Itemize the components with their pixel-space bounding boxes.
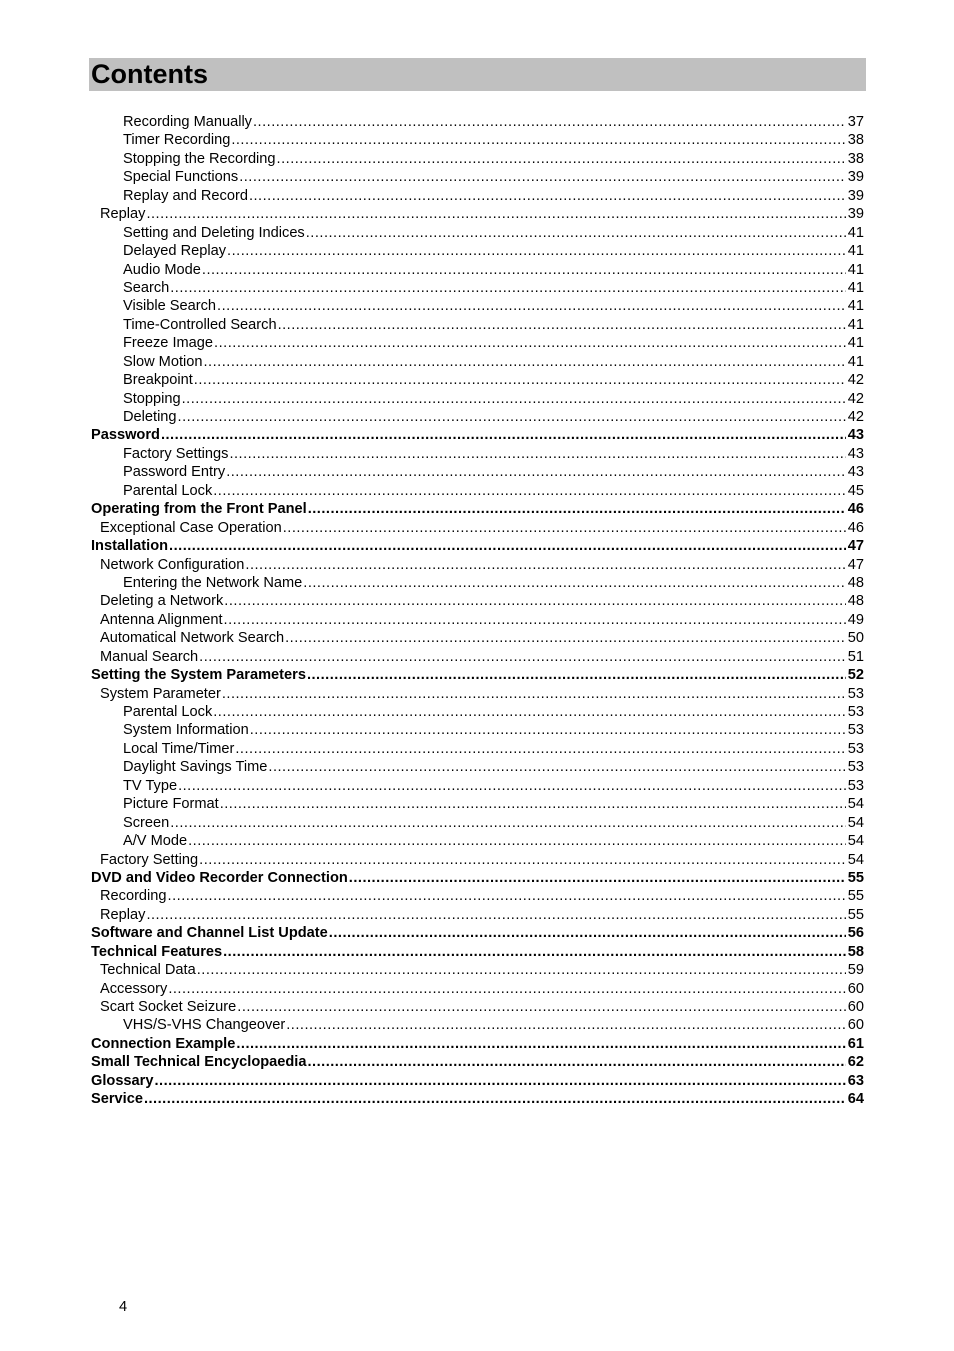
dot-leader xyxy=(239,168,846,186)
toc-entry-label: Recording xyxy=(100,888,167,905)
toc-entry-page: 51 xyxy=(847,648,864,665)
dot-leader xyxy=(224,611,846,629)
toc-entry-label: Recording Manually xyxy=(123,114,252,130)
toc-entry-label: Time-Controlled Search xyxy=(123,316,277,333)
toc-entry-label: Glossary xyxy=(91,1072,154,1089)
toc-entry-label: Deleting a Network xyxy=(100,593,224,610)
dot-leader xyxy=(146,906,845,924)
toc-entry-page: 53 xyxy=(847,722,864,739)
toc-entry-page: 41 xyxy=(847,224,864,241)
toc-entry[interactable] xyxy=(90,961,864,979)
toc-entry-page: 42 xyxy=(847,409,864,425)
dot-leader xyxy=(253,113,846,131)
dot-leader xyxy=(268,758,845,776)
toc-entry-label: Software and Channel List Update xyxy=(91,925,328,942)
toc-entry-page: 61 xyxy=(847,1035,864,1052)
toc-entry[interactable] xyxy=(90,1090,864,1108)
toc-entry-label: Antenna Alignment xyxy=(100,611,223,628)
toc-entry-label: A/V Mode xyxy=(123,833,188,850)
page-title: Contents xyxy=(91,59,208,89)
dot-leader xyxy=(199,648,846,666)
dot-leader xyxy=(168,887,846,905)
toc-entry-label: Setting the System Parameters xyxy=(91,667,306,684)
toc-entry[interactable] xyxy=(90,592,864,610)
toc-entry-page: 43 xyxy=(847,427,864,444)
dot-leader xyxy=(178,777,846,795)
dot-leader xyxy=(194,371,846,389)
dot-leader xyxy=(283,519,846,537)
toc-entry-label: VHS/S-VHS Changeover xyxy=(123,1017,286,1034)
dot-leader xyxy=(199,851,846,869)
toc-entry-label: Local Time/Timer xyxy=(123,740,235,757)
toc-entry[interactable] xyxy=(90,261,864,279)
toc-entry[interactable] xyxy=(90,316,864,334)
toc-entry-page: 48 xyxy=(847,574,864,591)
toc-entry-page: 54 xyxy=(847,796,864,813)
toc-entry[interactable] xyxy=(90,980,864,998)
toc-entry-label: Factory Settings xyxy=(123,445,229,462)
dot-leader xyxy=(146,205,845,223)
dot-leader xyxy=(169,537,846,555)
toc-entry-label: Factory Setting xyxy=(100,851,199,868)
toc-entry-page: 39 xyxy=(847,187,864,204)
toc-entry[interactable] xyxy=(90,297,864,315)
toc-entry-page: 42 xyxy=(847,372,864,389)
toc-entry-page: 52 xyxy=(847,667,864,684)
dot-leader xyxy=(227,242,846,260)
toc-entry-label: Breakpoint xyxy=(123,372,193,389)
toc-entry-page: 64 xyxy=(847,1091,864,1108)
toc-entry-label: Network Configuration xyxy=(100,556,245,573)
toc-entry[interactable] xyxy=(90,390,864,408)
toc-entry-label: Daylight Savings Time xyxy=(123,759,268,776)
dot-leader xyxy=(170,279,846,297)
table-of-contents xyxy=(90,113,864,1109)
dot-leader xyxy=(224,592,845,610)
toc-entry-label: Replay and Record xyxy=(123,187,248,204)
toc-entry-page: 38 xyxy=(847,132,864,149)
toc-entry-label: Scart Socket Seizure xyxy=(100,999,237,1015)
dot-leader xyxy=(226,463,846,481)
toc-entry-label: Service xyxy=(91,1091,143,1108)
toc-entry-page: 48 xyxy=(847,593,864,610)
toc-entry-page: 41 xyxy=(847,279,864,296)
toc-entry-page: 45 xyxy=(847,482,864,499)
toc-entry-page: 53 xyxy=(847,777,864,794)
toc-entry[interactable] xyxy=(90,629,864,647)
toc-entry-label: Search xyxy=(123,279,170,296)
dot-leader xyxy=(307,666,846,684)
dot-leader xyxy=(222,685,846,703)
toc-entry[interactable] xyxy=(90,408,864,426)
toc-entry-page: 46 xyxy=(847,501,864,518)
dot-leader xyxy=(170,814,846,832)
dot-leader xyxy=(178,408,846,426)
toc-entry-page: 47 xyxy=(847,556,864,573)
toc-entry-label: Stopping the Recording xyxy=(123,150,276,167)
dot-leader xyxy=(245,556,845,574)
toc-entry[interactable] xyxy=(90,1053,864,1071)
toc-entry[interactable] xyxy=(90,482,864,500)
toc-entry-label: Automatical Network Search xyxy=(100,630,285,647)
toc-entry[interactable] xyxy=(90,851,864,869)
toc-entry[interactable] xyxy=(90,906,864,924)
toc-entry-label: System Information xyxy=(123,722,249,739)
toc-entry-label: Accessory xyxy=(100,980,168,997)
toc-entry-page: 41 xyxy=(847,316,864,333)
dot-leader xyxy=(236,1035,845,1053)
page-number: 4 xyxy=(119,1299,128,1315)
toc-entry-label: Audio Mode xyxy=(123,261,201,278)
toc-entry[interactable] xyxy=(90,445,864,463)
dot-leader xyxy=(277,150,846,168)
toc-entry-page: 53 xyxy=(847,759,864,776)
toc-entry-page: 41 xyxy=(847,353,864,370)
toc-entry-label: Technical Features xyxy=(91,943,223,960)
toc-entry-page: 47 xyxy=(847,538,864,555)
dot-leader xyxy=(285,629,846,647)
dot-leader xyxy=(250,721,846,739)
toc-entry-label: Connection Example xyxy=(91,1035,236,1052)
toc-entry[interactable] xyxy=(90,334,864,352)
toc-entry-label: Stopping xyxy=(123,390,181,407)
toc-entry-label: Special Functions xyxy=(123,169,239,186)
toc-entry[interactable] xyxy=(90,924,864,942)
toc-entry-label: Technical Data xyxy=(100,962,196,979)
toc-entry-label: Replay xyxy=(100,206,146,223)
toc-entry-page: 39 xyxy=(847,206,864,223)
toc-entry[interactable] xyxy=(90,519,864,537)
dot-leader xyxy=(308,500,846,518)
toc-entry-page: 37 xyxy=(847,114,864,130)
toc-entry-page: 53 xyxy=(847,685,864,702)
toc-entry-page: 49 xyxy=(847,611,864,628)
toc-entry-page: 42 xyxy=(847,390,864,407)
dot-leader xyxy=(286,1016,846,1034)
dot-leader xyxy=(161,426,846,444)
toc-entry[interactable] xyxy=(90,131,864,149)
toc-entry-page: 38 xyxy=(847,150,864,167)
toc-entry-page: 58 xyxy=(847,943,864,960)
dot-leader xyxy=(329,924,846,942)
dot-leader xyxy=(235,740,845,758)
dot-leader xyxy=(223,943,846,961)
toc-entry-page: 56 xyxy=(847,925,864,942)
toc-entry[interactable] xyxy=(90,814,864,832)
dot-leader xyxy=(303,574,846,592)
toc-entry-page: 39 xyxy=(847,169,864,186)
toc-entry[interactable] xyxy=(90,537,864,555)
toc-entry-page: 54 xyxy=(847,851,864,868)
toc-entry[interactable] xyxy=(90,574,864,592)
dot-leader xyxy=(154,1072,845,1090)
dot-leader xyxy=(220,795,846,813)
toc-entry-page: 53 xyxy=(847,740,864,757)
toc-entry[interactable] xyxy=(90,887,864,905)
toc-entry-page: 54 xyxy=(847,814,864,831)
dot-leader xyxy=(229,445,845,463)
toc-entry-label: Replay xyxy=(100,906,146,923)
toc-entry[interactable] xyxy=(90,869,864,887)
dot-leader xyxy=(168,980,845,998)
toc-entry-page: 60 xyxy=(847,980,864,997)
toc-entry-page: 63 xyxy=(847,1072,864,1089)
toc-entry[interactable] xyxy=(90,1072,864,1090)
toc-entry-label: Password xyxy=(91,427,160,444)
dot-leader xyxy=(231,131,845,149)
toc-entry-page: 55 xyxy=(847,869,864,886)
toc-entry-label: Picture Format xyxy=(123,796,219,813)
toc-entry[interactable] xyxy=(90,556,864,574)
toc-entry-label: Parental Lock xyxy=(123,482,213,499)
dot-leader xyxy=(202,261,846,279)
dot-leader xyxy=(278,316,846,334)
toc-entry[interactable] xyxy=(90,463,864,481)
dot-leader xyxy=(306,224,846,242)
toc-entry-label: Timer Recording xyxy=(123,132,231,149)
toc-entry-page: 53 xyxy=(847,704,864,720)
toc-entry-label: Parental Lock xyxy=(123,704,213,720)
dot-leader xyxy=(213,482,846,500)
toc-entry[interactable] xyxy=(90,500,864,518)
toc-entry-page: 60 xyxy=(847,1017,864,1034)
toc-entry-label: Small Technical Encyclopaedia xyxy=(91,1054,307,1071)
toc-entry-page: 46 xyxy=(847,519,864,536)
dot-leader xyxy=(237,998,845,1016)
toc-entry-label: Delayed Replay xyxy=(123,243,227,260)
toc-entry-label: System Parameter xyxy=(100,685,221,702)
toc-entry[interactable] xyxy=(90,721,864,739)
toc-entry-page: 55 xyxy=(847,888,864,905)
toc-entry[interactable] xyxy=(90,795,864,813)
toc-entry[interactable] xyxy=(90,832,864,850)
toc-entry-label: Exceptional Case Operation xyxy=(100,519,282,536)
dot-leader xyxy=(214,334,846,352)
toc-entry-label: Visible Search xyxy=(123,298,217,315)
toc-entry-label: Operating from the Front Panel xyxy=(91,501,307,518)
toc-entry-page: 41 xyxy=(847,335,864,352)
toc-entry[interactable] xyxy=(90,150,864,168)
toc-entry[interactable] xyxy=(90,168,864,186)
dot-leader xyxy=(213,703,846,721)
toc-entry-label: Slow Motion xyxy=(123,353,203,370)
toc-entry-page: 59 xyxy=(847,962,864,979)
toc-entry-label: Setting and Deleting Indices xyxy=(123,224,305,241)
toc-entry[interactable] xyxy=(90,611,864,629)
dot-leader xyxy=(197,961,846,979)
toc-entry-label: Password Entry xyxy=(123,464,226,481)
dot-leader xyxy=(188,832,846,850)
dot-leader xyxy=(204,353,846,371)
toc-entry-page: 50 xyxy=(847,630,864,647)
toc-entry-page: 41 xyxy=(847,243,864,260)
toc-entry-label: DVD and Video Recorder Connection xyxy=(91,869,348,886)
toc-entry-page: 41 xyxy=(847,298,864,315)
toc-entry[interactable] xyxy=(90,943,864,961)
toc-entry[interactable] xyxy=(90,758,864,776)
toc-entry-page: 41 xyxy=(847,261,864,278)
toc-entry[interactable] xyxy=(90,1016,864,1034)
toc-entry[interactable] xyxy=(90,666,864,684)
toc-entry-label: Freeze Image xyxy=(123,335,214,352)
toc-entry-label: Entering the Network Name xyxy=(123,574,303,591)
toc-entry[interactable] xyxy=(90,353,864,371)
toc-entry-page: 43 xyxy=(847,464,864,481)
dot-leader xyxy=(249,187,846,205)
toc-entry[interactable] xyxy=(90,1035,864,1053)
toc-entry[interactable] xyxy=(90,777,864,795)
dot-leader xyxy=(144,1090,846,1108)
toc-entry-label: Installation xyxy=(91,538,169,555)
dot-leader xyxy=(349,869,846,887)
toc-entry-label: TV Type xyxy=(123,777,178,794)
toc-entry-page: 43 xyxy=(847,445,864,462)
toc-entry[interactable] xyxy=(90,998,864,1016)
toc-entry[interactable] xyxy=(90,703,864,721)
contents-title-bar xyxy=(89,58,866,91)
toc-entry-label: Manual Search xyxy=(100,648,199,665)
toc-entry[interactable] xyxy=(90,685,864,703)
toc-entry[interactable] xyxy=(90,279,864,297)
toc-entry-page: 62 xyxy=(847,1054,864,1071)
toc-entry-page: 54 xyxy=(847,833,864,850)
toc-entry[interactable] xyxy=(90,187,864,205)
toc-entry[interactable] xyxy=(90,648,864,666)
toc-entry-page: 55 xyxy=(847,906,864,923)
toc-entry[interactable] xyxy=(90,740,864,758)
toc-entry[interactable] xyxy=(90,426,864,444)
dot-leader xyxy=(182,390,846,408)
toc-entry[interactable] xyxy=(90,224,864,242)
dot-leader xyxy=(217,297,846,315)
toc-entry[interactable] xyxy=(90,113,864,131)
toc-entry-label: Deleting xyxy=(123,409,177,425)
toc-entry[interactable] xyxy=(90,371,864,389)
dot-leader xyxy=(307,1053,845,1071)
toc-entry[interactable] xyxy=(90,205,864,223)
toc-entry-label: Screen xyxy=(123,814,170,831)
toc-entry[interactable] xyxy=(90,242,864,260)
toc-entry-page: 60 xyxy=(847,999,864,1015)
